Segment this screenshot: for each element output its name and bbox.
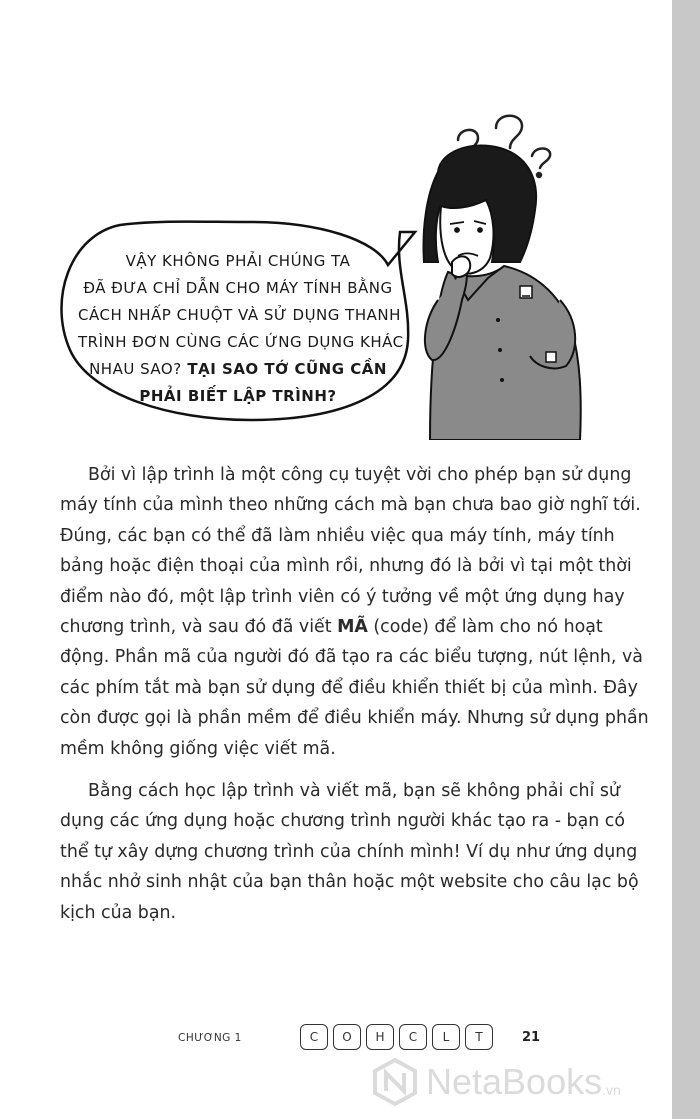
bubble-line-5b: TẠI SAO TỚ CŨNG CẦN: [181, 360, 387, 378]
bubble-line-5a: NHAU SAO?: [89, 360, 182, 378]
key-l: L: [432, 1024, 460, 1050]
page-number: 21: [522, 1030, 541, 1045]
watch-icon: [546, 352, 556, 362]
paragraph-1-part-b: (code) để làm cho nó hoạt động. Phần mã của người đó đã tạo ra các biểu tượng, nút lệnh, và các phím tắt mà bạn sử dụng để điều khiển thiết bị của mình. Đây còn được gọi là phần mềm để điều khiển máy. Nhưng sử dụng phần mềm không giống việc viết mã.: [60, 617, 649, 759]
girl-hand: [452, 256, 470, 277]
bubble-line-5: [78, 356, 398, 383]
code-term: MÃ: [337, 617, 368, 638]
chapter-label: CHƯƠNG 1: [178, 1032, 242, 1044]
netabooks-watermark: [370, 1052, 621, 1112]
bubble-line-3: CÁCH NHẤP CHUỘT VÀ SỬ DỤNG THANH: [78, 306, 401, 324]
paragraph-1-part-a: Bởi vì lập trình là một công cụ tuyệt vời cho phép bạn sử dụng máy tính của mình theo những cách mà bạn chưa bao giờ nghĩ tới. Đúng, các bạn có thể đã làm nhiều việc qua máy tính, máy tính bảng hoặc điện thoại của mình rồi, nhưng đó là bởi vì tại một thời điểm nào đó, một lập trình viên có ý tưởng về một ứng dụng hay chương trình, và sau đó đã viết: [60, 465, 641, 638]
bubble-line-1: VẬY KHÔNG PHẢI CHÚNG TA: [125, 252, 351, 270]
keyboard-keys: [300, 1024, 493, 1050]
paragraph-1: [60, 460, 655, 764]
bubble-line-6: PHẢI BIẾT LẬP TRÌNH?: [139, 387, 337, 405]
key-h: H: [366, 1024, 394, 1050]
key-c-2: C: [399, 1024, 427, 1050]
key-t: T: [465, 1024, 493, 1050]
netabooks-logo-icon: [370, 1057, 420, 1107]
watermark-brand: NetaBooks: [426, 1061, 603, 1102]
key-o: O: [333, 1024, 361, 1050]
paragraph-2: Bằng cách học lập trình và viết mã, bạn sẽ không phải chỉ sử dụng các ứng dụng hoặc chương trình người khác tạo ra - bạn có thể tự xây dựng chương trình của chính mình! Ví dụ như ứng dụng nhắc nhở sinh nhật của bạn thân hoặc một website cho câu lạc bộ kịch của bạn.: [60, 781, 639, 923]
watermark-suffix: .vn: [602, 1082, 621, 1098]
bubble-line-2: ĐÃ ĐƯA CHỈ DẪN CHO MÁY TÍNH BẰNG: [83, 279, 393, 297]
bubble-line-4: TRÌNH ĐƠN CÙNG CÁC ỨNG DỤNG KHÁC: [78, 333, 404, 351]
key-c-1: C: [300, 1024, 328, 1050]
body-text: [60, 460, 655, 940]
speech-bubble-text: [78, 248, 404, 410]
